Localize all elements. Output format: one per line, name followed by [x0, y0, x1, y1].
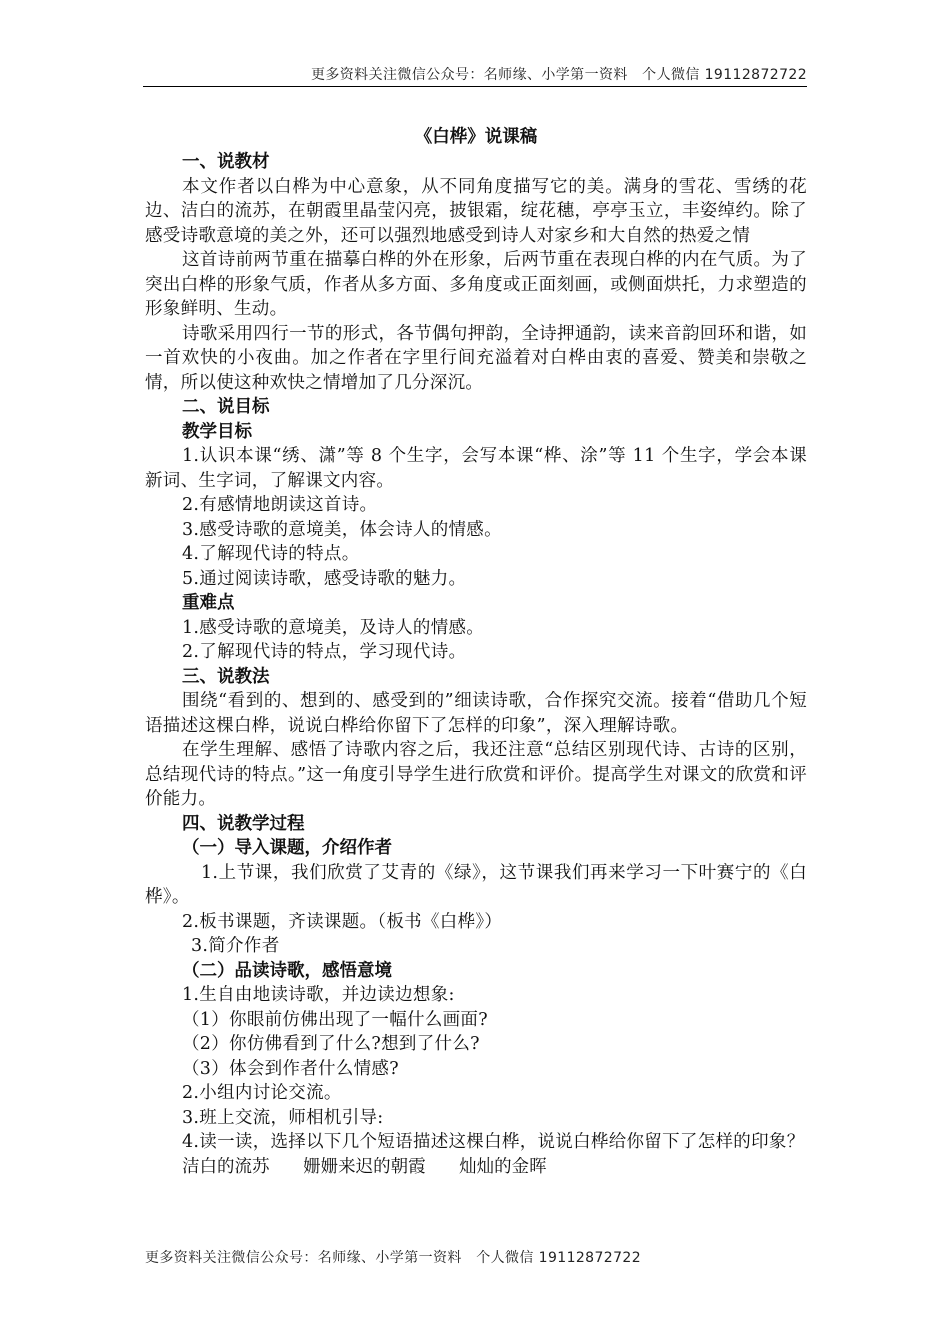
key-points-heading: 重难点 [182, 593, 235, 613]
process-item: 3.班上交流，师相机引导: [182, 1107, 384, 1128]
document-title: 《白桦》说课稿 [414, 127, 538, 147]
process-item: 2.小组内讨论交流。 [182, 1083, 342, 1103]
phrase: 洁白的流苏 [182, 1156, 270, 1177]
paragraph: 这首诗前两节重在描摹白桦的外在形象，后两节重在表现白桦的内在气质。为了突出白桦的形象气质，作者从多方面、多角度或正面刻画，或侧面烘托，力求塑造的形象鲜明、生动。 [145, 250, 807, 319]
key-point-item: 2.了解现代诗的特点，学习现代诗。 [182, 642, 467, 662]
question-item: （2）你仿佛看到了什么?想到了什么? [182, 1034, 480, 1054]
goal-item: 2.有感情地朗读这首诗。 [182, 495, 378, 515]
section-heading-2: 二、说目标 [182, 397, 270, 417]
paragraph: 在学生理解、感悟了诗歌内容之后，我还注意“总结区别现代诗、古诗的区别，总结现代诗的特点。”这一角度引导学生进行欣赏和评价。提高学生对课文的欣赏和评价能力。 [145, 740, 807, 809]
header-rule [143, 86, 807, 87]
process-item: 1.生自由地读诗歌，并边读边想象: [182, 985, 455, 1005]
paragraph: 本文作者以白桦为中心意象，从不同角度描写它的美。满身的雪花、雪绣的花边、洁白的流苏，在朝霞里晶莹闪亮，披银霜，绽花穗，亭亭玉立，丰姿绰约。除了感受诗歌意境的美之外，还可以强烈地感受到诗人对家乡和大自然的热爱之情 [145, 176, 807, 246]
process-item: 1.上节课，我们欣赏了艾青的《绿》，这节课我们再来学习一下叶赛宁的《白桦》。 [145, 862, 807, 907]
document-body [145, 124, 807, 1179]
goals-heading: 教学目标 [182, 421, 252, 442]
paragraph: 诗歌采用四行一节的形式，各节偶句押韵，全诗押通韵，读来音韵回环和谐，如一首欢快的小夜曲。加之作者在字里行间充溢着对白桦由衷的喜爱、赞美和崇敬之情，所以使这种欢快之情增加了几分深沉。 [145, 323, 807, 393]
question-item: （3）体会到作者什么情感? [182, 1058, 399, 1079]
section-heading-1: 一、说教材 [182, 152, 270, 172]
phrase: 姗姗来迟的朝霞 [303, 1156, 426, 1177]
process-item: 3.简介作者 [191, 936, 280, 956]
page-header: 更多资料关注微信公众号：名师缘、小学第一资料 个人微信 19112872722 [310, 67, 807, 83]
goal-item: 1.认识本课“绣、潇”等 8 个生字，会写本课“桦、涂”等 11 个生字，学会本课新词、生字词，了解课文内容。 [145, 446, 807, 491]
process-item: 4.读一读，选择以下几个短语描述这棵白桦，说说白桦给你留下了怎样的印象？ [182, 1132, 805, 1152]
phrase-list [145, 1155, 807, 1180]
paragraph: 围绕“看到的、想到的、感受到的”细读诗歌，合作探究交流。接着“借助几个短语描述这棵白桦，说说白桦给你留下了怎样的印象”，深入理解诗歌。 [145, 691, 807, 736]
question-item: （1）你眼前仿佛出现了一幅什么画面? [182, 1009, 488, 1030]
section-heading-3: 三、说教法 [182, 666, 270, 687]
page-footer: 更多资料关注微信公众号：名师缘、小学第一资料 个人微信 19112872722 [145, 1250, 642, 1266]
subsection-heading-1: （一）导入课题，介绍作者 [182, 838, 392, 858]
subsection-heading-2: （二）品读诗歌，感悟意境 [182, 960, 392, 981]
section-heading-4: 四、说教学过程 [182, 813, 305, 834]
process-item: 2.板书课题，齐读课题。（板书《白桦》） [182, 911, 503, 932]
goal-item: 3.感受诗歌的意境美，体会诗人的情感。 [182, 519, 502, 540]
key-point-item: 1.感受诗歌的意境美，及诗人的情感。 [182, 617, 485, 638]
goal-item: 4.了解现代诗的特点。 [182, 544, 360, 564]
goal-item: 5.通过阅读诗歌，感受诗歌的魅力。 [182, 568, 467, 589]
phrase: 灿灿的金晖 [459, 1156, 547, 1177]
